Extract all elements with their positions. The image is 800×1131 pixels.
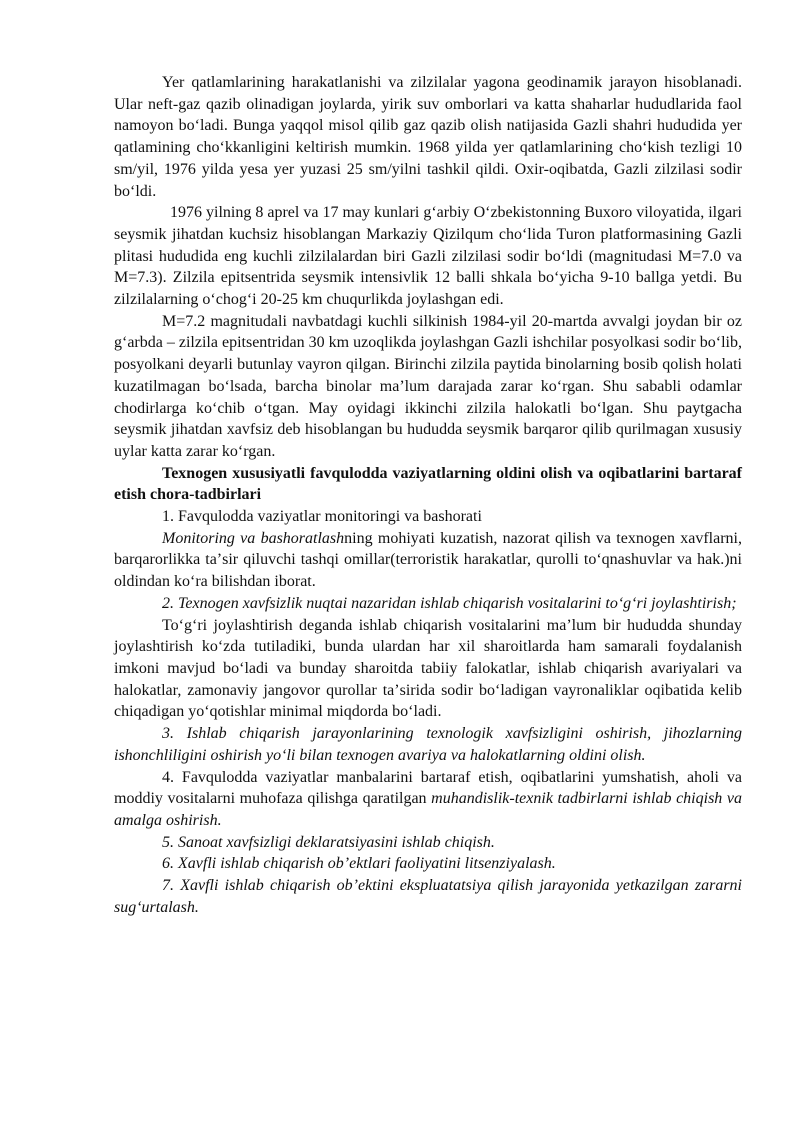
list-item-7: 7. Xavfli ishlab chiqarish obʼektini ekspluatatsiya qilish jarayonida yetkazilgan zararni sugʻurtalash. — [114, 877, 742, 916]
list-item-1: 1. Favqulodda vaziyatlar monitoringi va bashorati — [162, 508, 482, 526]
paragraph-gazli-1984: M=7.2 magnitudali navbatdagi kuchli silkinish 1984-yil 20-martda avvalgi joydan bir oz gʻarbda – zilzila epitsentridan 30 km uzoqlikda joylashgan Gazli ishchilar posyolkasi sodir boʻlib, posyolkani deyarli butunlay vayron qilgan. Birinchi zilzila paytida binolarning bosib qolish holati kuzatilmagan boʻlsada, barcha binolar maʼlum darajada zarar koʻrgan. Shu sababli odamlar chodirlarga koʻchib oʻtgan. May oyidagi ikkinchi zilzila halokatli boʻlgan. Shu paytgacha seysmik jihatdan xavfsiz deb hisoblangan bu hududda seysmik barqaror qilib qurilmagan xususiy uylar katta zarar koʻrgan. — [114, 312, 742, 460]
list-item-3: 3. Ishlab chiqarish jarayonlarining texnologik xavfsizligini oshirish, jihozlarning ishonchliligini oshirish yoʻli bilan texnogen avariya va halokatlarning oldini olish. — [114, 725, 742, 764]
section-heading: Texnogen xususiyatli favqulodda vaziyatlarning oldini olish va oqibatlarini bartaraf etish chora-tadbirlari — [114, 464, 742, 504]
list-item-4-text: 4. Favqulodda vaziyatlar manbalarini bartaraf etish, oqibatlarini yumshatish, aholi va moddiy vositalarni muhofaza qilishga qaratilgan — [114, 768, 742, 808]
list-item-2: 2. Texnogen xavfsizlik nuqtai nazaridan ishlab chiqarish vositalarini toʻgʻri joylashtirish; — [162, 594, 737, 612]
document-page — [114, 72, 742, 918]
paragraph-placement: Toʻgʻri joylashtirish deganda ishlab chiqarish vositalarini maʼlum bir hududda shunday joylashtirish koʻzda tutiladiki, bunda ulardan har xil sharoitlarda ham samarali foydalanish imkoni mavjud boʻladi va bunday sharoitda tabiiy falokatlar, ishlab chiqarish avariyalari va halokatlar, zamonaviy jangovor qurollar taʼsirida sodir boʻladigan vayronaliklar oqibatida kelib chiqadigan yoʻqotishlar minimal miqdorda boʻladi. — [114, 616, 742, 721]
monitoring-term: Monitoring va bashoratlash — [162, 529, 345, 547]
paragraph-gazli-1976: 1976 yilning 8 aprel va 17 may kunlari gʻarbiy Oʻzbekistonning Buxoro viloyatida, ilgari seysmik jihatdan kuchsiz hisoblangan Markaziy Qizilqum choʻlida Turon platformasining Gazli plitasi hududida eng kuchli zilzilalardan biri Gazli zilzilasi sodir boʻldi (magnitudasi M=7.0 va M=7.3). Zilzila epitsentrida seysmik intensivlik 12 balli shkala boʻyicha 9-10 ballga yetdi. Bu zilzilalarning oʻchogʻi 20-25 km chuqurlikda joylashgan edi. — [114, 204, 742, 309]
list-item-4-italic: muhandislik-texnik tadbirlarni ishlab chiqish va amalga oshirish. — [114, 790, 743, 829]
list-item-5: 5. Sanoat xavfsizligi deklaratsiyasini ishlab chiqish. — [162, 833, 495, 851]
paragraph-seismic-intro: Yer qatlamlarining harakatlanishi va zilzilalar yagona geodinamik jarayon hisoblanadi. Ular neft-gaz qazib olinadigan joylarda, yirik suv omborlari va katta shaharlar hududlarida faol namoyon boʻladi. Bunga yaqqol misol qilib gaz qazib olish natijasida Gazli shahri hududida yer qatlamining choʻkkanligini keltirish mumkin. 1968 yilda yer qatlamlarining choʻkish tezligi 10 sm/yil, 1976 yilda yesa yer yuzasi 25 sm/yilni tashkil qildi. Oxir-oqibatda, Gazli zilzilasi sodir boʻldi. — [114, 74, 742, 200]
monitoring-definition: ning mohiyati kuzatish, nazorat qilish va texnogen xavflarni, barqarorlikka taʼsir qiluvchi tashqi omillar(terroristik harakatlar, qurolli toʻqnashuvlar va hak.)ni oldindan koʻra bilishdan iborat. — [114, 529, 742, 591]
paragraph-monitoring — [114, 528, 742, 593]
list-item-6: 6. Xavfli ishlab chiqarish obʼektlari faoliyatini litsenziyalash. — [162, 855, 556, 873]
list-item-4 — [114, 767, 742, 832]
